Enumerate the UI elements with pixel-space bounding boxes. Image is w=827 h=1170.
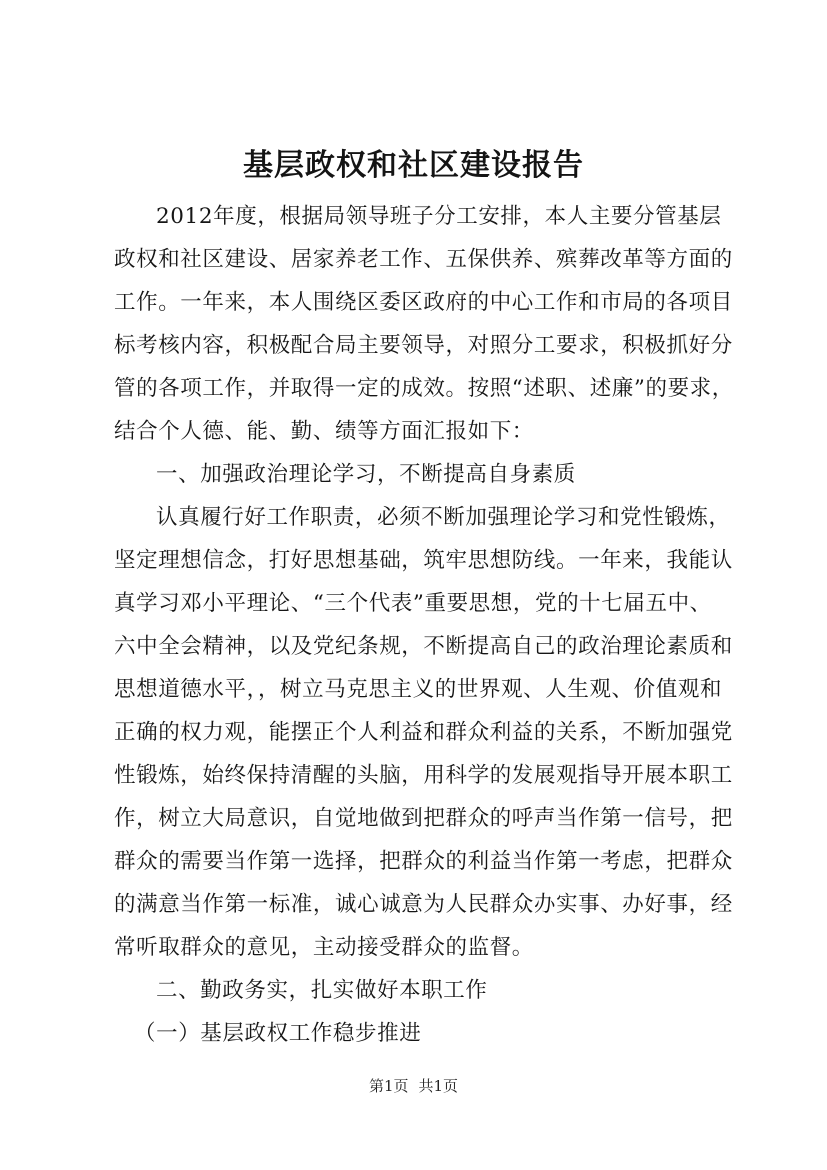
- page-total: 共1页: [418, 1077, 459, 1095]
- page-number: 第1页: [368, 1077, 409, 1095]
- paragraph-line: 管的各项工作，并取得一定的成效。按照“述职、述廉”的要求，: [114, 376, 734, 401]
- paragraph-line: 群众的需要当作第一选择，把群众的利益当作第一考虑，把群众: [114, 849, 733, 874]
- paragraph-line: 结合个人德、能、勤、绩等方面汇报如下：: [114, 419, 534, 444]
- section-heading: 一、加强政治理论学习，不断提高自身素质: [156, 462, 576, 487]
- paragraph-line: 六中全会精神，以及党纪条规，不断提高自己的政治理论素质和: [114, 634, 733, 659]
- subsection-heading: （一）基层政权工作稳步推进: [134, 1021, 422, 1046]
- paragraph-line: 标考核内容，积极配合局主要领导，对照分工要求，积极抓好分: [114, 333, 733, 358]
- document-title: 基层政权和社区建设报告: [243, 148, 584, 183]
- paragraph-line: 2012年度，根据局领导班子分工安排，本人主要分管基层: [156, 204, 722, 229]
- paragraph-line: 作，树立大局意识，自觉地做到把群众的呼声当作第一信号，把: [114, 806, 733, 831]
- paragraph-line: 坚定理想信念，打好思想基础，筑牢思想防线。一年来，我能认: [114, 548, 733, 573]
- paragraph-line: 工作。一年来，本人围绕区委区政府的中心工作和市局的各项目: [114, 290, 733, 315]
- section-heading: 二、勤政务实，扎实做好本职工作: [156, 978, 488, 1003]
- page-footer: [0, 1076, 827, 1096]
- document-body: [114, 195, 754, 1055]
- paragraph-line: 认真履行好工作职责，必须不断加强理论学习和党性锻炼，: [156, 505, 731, 530]
- paragraph-line: 真学习邓小平理论、“三个代表”重要思想，党的十七届五中、: [114, 591, 712, 616]
- paragraph-line: 思想道德水平，，树立马克思主义的世界观、人生观、价值观和: [114, 677, 723, 702]
- paragraph-line: 常听取群众的意见，主动接受群众的监督。: [114, 935, 534, 960]
- paragraph-line: 性锻炼，始终保持清醒的头脑，用科学的发展观指导开展本职工: [114, 763, 733, 788]
- paragraph-line: 政权和社区建设、居家养老工作、五保供养、殡葬改革等方面的: [114, 247, 733, 272]
- paragraph-line: 正确的权力观，能摆正个人利益和群众利益的关系，不断加强党: [114, 720, 733, 745]
- paragraph-line: 的满意当作第一标准，诚心诚意为人民群众办实事、办好事，经: [114, 892, 733, 917]
